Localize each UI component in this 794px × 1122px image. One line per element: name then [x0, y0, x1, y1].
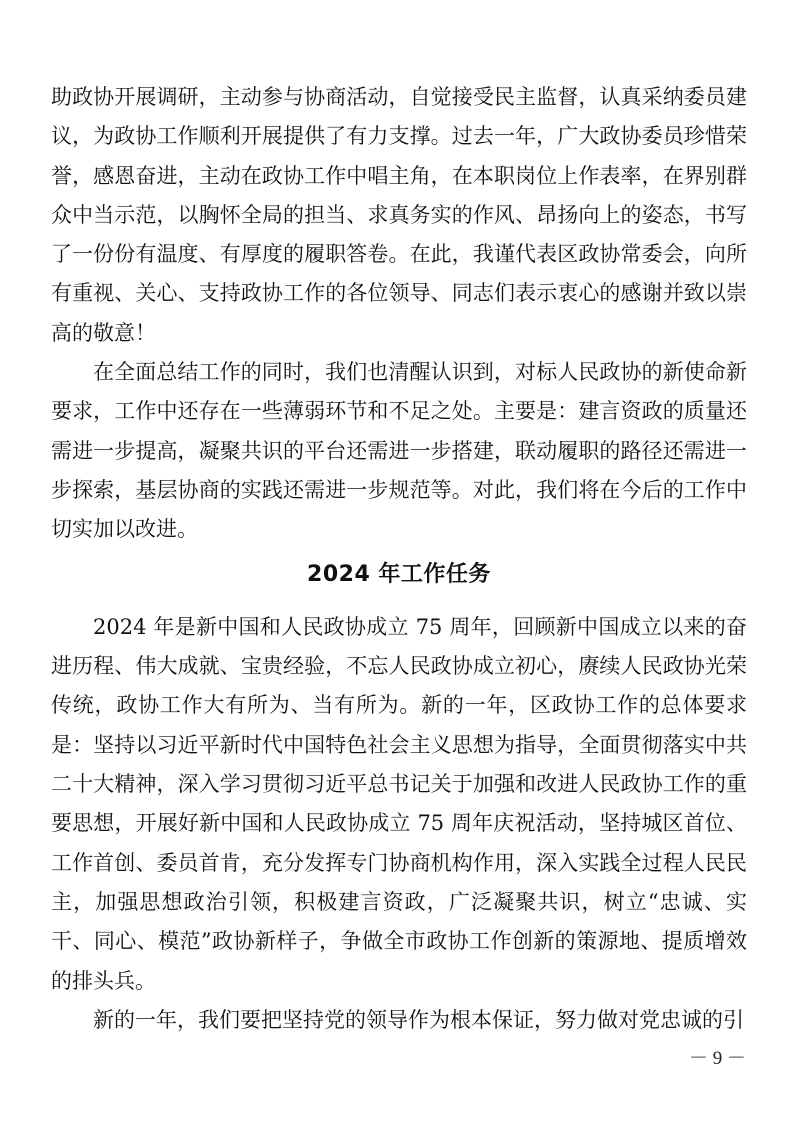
paragraph-shortcomings: 在全面总结工作的同时，我们也清醒认识到，对标人民政协的新使命新要求，工作中还存在一些薄弱环节和不足之处。主要是：建言资政的质量还需进一步提高，凝聚共识的平台还需进一步搭建，联动履职的路径还需进一步探索，基层协商的实践还需进一步规范等。对此，我们将在今后的工作中切实加以改进。 [51, 360, 747, 542]
paragraph-new-year: 新的一年，我们要把坚持党的领导作为根本保证，努力做对党忠诚的引 [93, 1007, 744, 1032]
page-number: － 9 － [688, 1048, 746, 1069]
document-body [51, 78, 747, 1040]
paragraph-continuation: 助政协开展调研，主动参与协商活动，自觉接受民主监督，认真采纳委员建议，为政协工作顺利开展提供了有力支撑。过去一年，广大政协委员珍惜荣誉，感恩奋进，主动在政协工作中唱主角，在本职岗位上作表率，在界别群众中当示范，以胸怀全局的担当、求真务实的作风、昂扬向上的姿态，书写了一份份有温度、有厚度的履职答卷。在此，我谨代表区政协常委会，向所有重视、关心、支持政协工作的各位领导、同志们表示衷心的感谢并致以崇高的敬意！ [51, 85, 747, 345]
section-heading: 2024 年工作任务 [307, 561, 491, 587]
paragraph-tasks-overview: 2024 年是新中国和人民政协成立 75 周年，回顾新中国成立以来的奋进历程、伟大成就、宝贵经验，不忘人民政协成立初心，赓续人民政协光荣传统，政协工作大有所为、当有所为。新的一年，区政协工作的总体要求是：坚持以习近平新时代中国特色社会主义思想为指导，全面贯彻落实中共二十大精神，深入学习贯彻习近平总书记关于加强和改进人民政协工作的重要思想，开展好新中国和人民政协成立 75 周年庆祝活动，坚持城区首位、工作首创、委员首肯，充分发挥专门协商机构作用，深入实践全过程人民民主，加强思想政治引领，积极建言资政，广泛凝聚共识，树立“忠诚、实干、同心、模范”政协新样子，争做全市政协工作创新的策源地、提质增效的排头兵。 [51, 614, 747, 993]
